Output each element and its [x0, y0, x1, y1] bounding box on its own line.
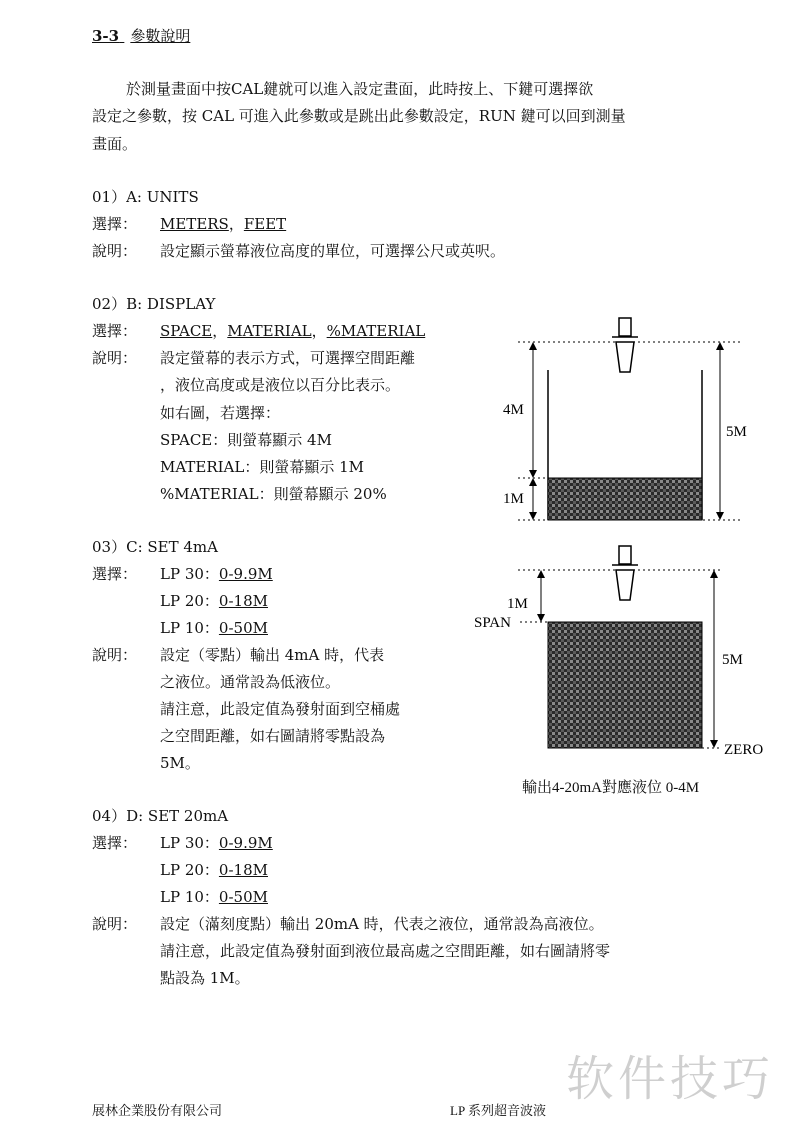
option-separator: ，	[228, 215, 244, 233]
section-number: 3-3	[92, 27, 120, 45]
param-04-title: 04）D: SET 20mA	[92, 807, 229, 825]
diagram-1	[503, 318, 747, 520]
option-feet: FEET	[243, 215, 287, 233]
watermark: 软件技巧	[566, 1051, 775, 1107]
param-01-desc-label: 說明：	[92, 242, 138, 260]
label-5m: 5M	[726, 424, 747, 440]
param-03-desc-line: 之空間距離，如右圖請將零點設為	[160, 727, 386, 745]
param-03-desc-label: 說明：	[92, 646, 138, 664]
param-04-desc-line: 請注意，此設定值為發射面到液位最高處之空間距離，如右圖請將零	[160, 942, 611, 960]
param-03-title: 03）C: SET 4mA	[92, 538, 218, 556]
diagram-caption: 輸出4-20mA對應液位 0-4M	[522, 780, 700, 796]
param-02-select-label: 選擇：	[92, 322, 138, 340]
param-01-desc: 設定顯示螢幕液位高度的單位，可選擇公尺或英呎。	[160, 242, 506, 260]
liquid-fill	[548, 478, 702, 520]
sensor-icon	[612, 318, 638, 372]
param-02-desc-line: %MATERIAL：則螢幕顯示 20%	[160, 485, 387, 503]
param-04-desc-line: 設定（滿刻度點）輸出 20mA 時，代表之液位，通常設為高液位。	[160, 915, 604, 933]
param-03-desc-line: 之液位。通常設為低液位。	[160, 673, 341, 691]
label-4m: 4M	[503, 402, 524, 418]
label-zero: ZERO	[724, 742, 764, 758]
intro-line-1: 於測量畫面中按CAL鍵就可以進入設定畫面，此時按上、下鍵可選擇欲	[126, 80, 594, 98]
param-04-range: LP 20：0-18M	[160, 861, 268, 879]
param-03-desc-line: 5M。	[160, 754, 200, 772]
param-03-range: LP 10：0-50M	[160, 619, 268, 637]
param-02-title: 02）B: DISPLAY	[92, 295, 216, 313]
intro-line-2: 設定之參數，按 CAL 可進入此參數或是跳出此參數設定，RUN 鍵可以回到測量	[92, 107, 626, 125]
sensor-icon	[612, 546, 638, 600]
option-percent-material: %MATERIAL	[326, 322, 426, 340]
option-space: SPACE	[160, 322, 213, 340]
param-02-desc-line: SPACE：則螢幕顯示 4M	[160, 431, 332, 449]
param-04-desc-label: 說明：	[92, 915, 138, 933]
section-title: 參數說明	[130, 27, 191, 45]
param-02-desc-label: 說明：	[92, 349, 138, 367]
option-material: MATERIAL	[227, 322, 312, 340]
intro-line-3: 畫面。	[92, 135, 138, 153]
param-02-desc-line: ，液位高度或是液位以百分比表示。	[160, 376, 401, 394]
param-04-range: LP 30：0-9.9M	[160, 834, 273, 852]
param-03-range: LP 20：0-18M	[160, 592, 268, 610]
footer-company: 展林企業股份有限公司	[92, 1103, 223, 1118]
param-04-desc-line: 點設為 1M。	[160, 969, 250, 987]
param-04-range: LP 10：0-50M	[160, 888, 268, 906]
diagram-2	[474, 546, 763, 758]
param-03-select-label: 選擇：	[92, 565, 138, 583]
label-1m: 1M	[503, 491, 524, 507]
option-separator: ，	[311, 322, 327, 340]
option-meters: METERS	[160, 215, 229, 233]
option-separator: ，	[212, 322, 228, 340]
liquid-fill	[548, 622, 702, 748]
param-02-desc-line: MATERIAL：則螢幕顯示 1M	[160, 458, 365, 476]
param-03-range: LP 30：0-9.9M	[160, 565, 273, 583]
label-span: SPAN	[474, 615, 511, 631]
param-01-select-label: 選擇：	[92, 215, 138, 233]
label-1m: 1M	[507, 596, 528, 612]
param-04-select-label: 選擇：	[92, 834, 138, 852]
param-01-title: 01）A: UNITS	[92, 188, 199, 206]
label-5m: 5M	[722, 652, 743, 668]
param-02-desc-line: 設定螢幕的表示方式，可選擇空間距離	[160, 349, 416, 367]
footer-product: LP 系列超音波液	[450, 1103, 546, 1118]
param-03-desc-line: 設定（零點）輸出 4mA 時，代表	[160, 646, 385, 664]
param-02-desc-line: 如右圖，若選擇：	[160, 404, 281, 422]
param-03-desc-line: 請注意，此設定值為發射面到空桶處	[160, 700, 401, 718]
